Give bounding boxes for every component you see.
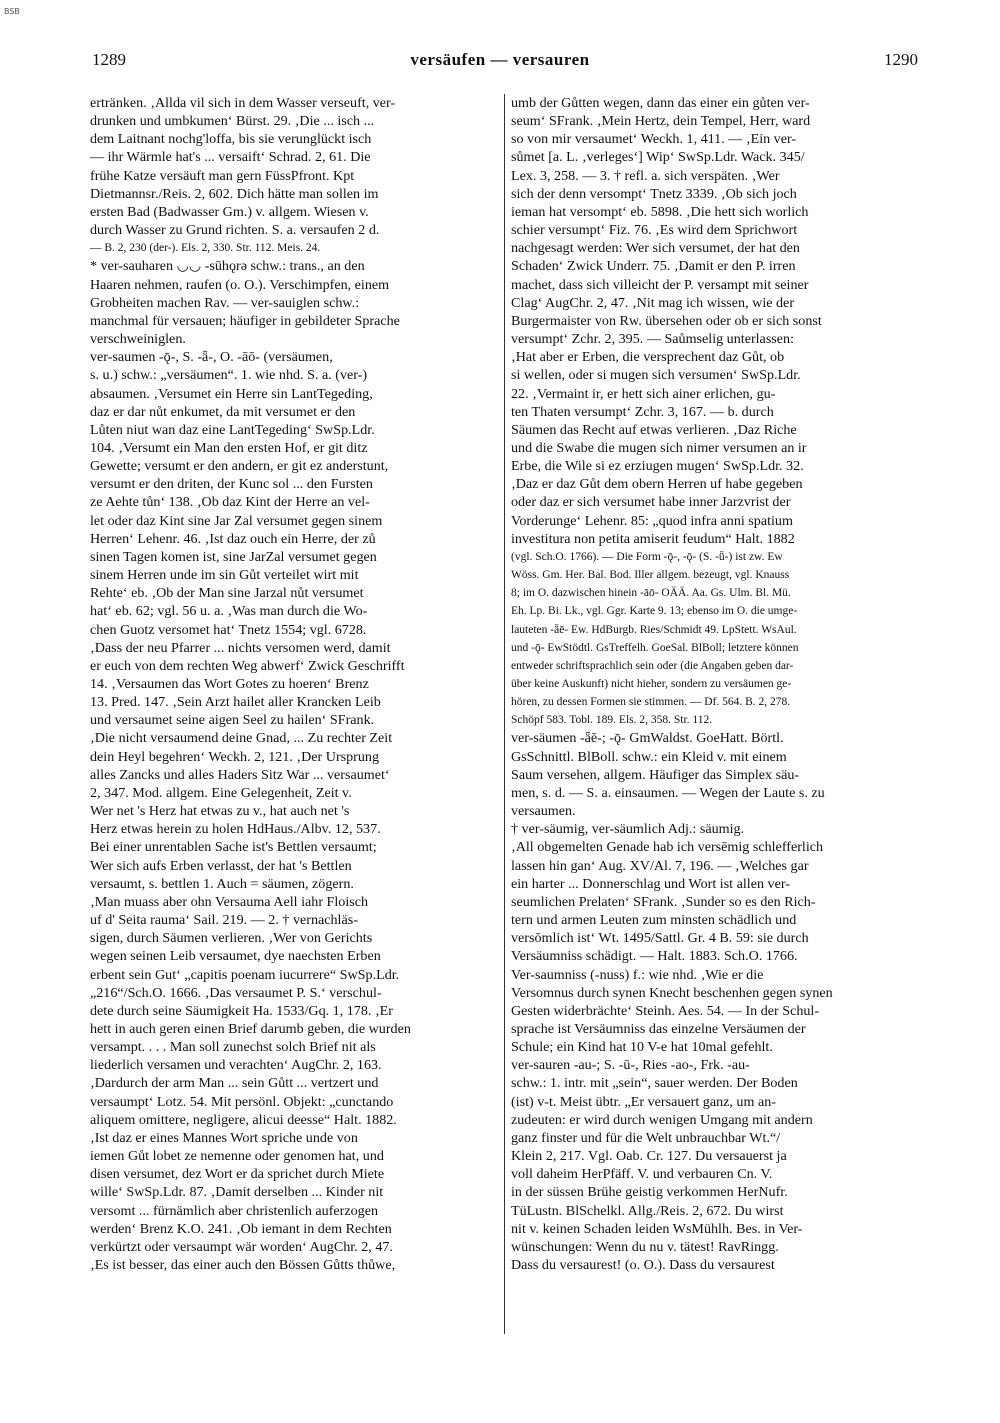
text-line: 8; im O. dazwischen hinein -āō- OÄÄ. Aa. Gs. Ulm. Bl. Mü. — [511, 587, 791, 600]
text-line: oder daz er sich versumet habe inner Jarzvrist der — [511, 494, 791, 511]
right-column — [511, 94, 921, 1274]
text-line: ieman hat versompt‘ eb. 5898. ‚Die hett sich worlich — [511, 203, 809, 220]
text-line: ein harter ... Donnerschlag und Wort ist allen ver- — [511, 875, 790, 892]
text-line: und -ǭ- EwStödtl. GsTreffelh. GoeSal. BlBoll; letztere können — [511, 641, 799, 654]
text-line: uf d' Seita rauma‘ Sail. 219. — 2. † vernachläs- — [90, 912, 358, 929]
text-line: GsSchnittl. BlBoll. schw.: ein Kleid v. mit einem — [511, 748, 787, 765]
text-line: umb der Gůtten wegen, dann das einer ein gůten ver- — [511, 95, 810, 111]
text-line: (ist) v-t. Meist übtr. „Er versauert ganz, um an- — [511, 1093, 776, 1110]
text-line: ‚Die nicht versaumend deine Gnad, ... Zu rechter Zeit — [90, 730, 393, 747]
text-line: ze Aehte tůn‘ 138. ‚Ob daz Kint der Herre an vel- — [90, 494, 370, 511]
text-line: Eh. Lp. Bi. Lk., vgl. Ggr. Karte 9. 13; ebenso im O. die umge- — [511, 605, 798, 618]
text-line: absaumen. ‚Versumet ein Herre sin LantTegeding, — [90, 385, 373, 402]
text-line: zudeuten: er wird durch wenigen Umgang mit andern — [511, 1111, 813, 1128]
text-line: versaumpt‘ Lotz. 54. Mit persönl. Objekt: „cunctando — [90, 1093, 394, 1110]
text-line: lauteten -ǟē- Ew. HdBurgb. Ries/Schmidt 49. LpStett. WsAul. — [511, 623, 797, 636]
text-line: Lex. 3, 258. — 3. † refl. a. sich verspäten. ‚Wer — [511, 167, 780, 184]
text-line: Schule; ein Kind hat 10 V-e hat 10mal gefehlt. — [511, 1039, 773, 1056]
text-line: Klein 2, 217. Vgl. Oab. Cr. 127. Du versauerst ja — [511, 1148, 787, 1165]
text-line: Gewette; versumt er den andern, er git ez anderstunt, — [90, 458, 389, 475]
text-line: men, s. d. — S. a. einsaumen. — Wegen der Laute s. zu — [511, 784, 825, 801]
text-line: hat‘ eb. 62; vgl. 56 u. a. ‚Was man durch die Wo- — [90, 603, 368, 620]
text-line: ‚Es ist besser, das einer auch den Bössen Gůtts thůwe, — [90, 1257, 396, 1273]
text-line: erbent sein Gut‘ „capitis poenam iucurrere“ SwSp.Ldr. — [90, 966, 400, 983]
text-line: frühe Katze versäuft man gern FüssPfront. Kpt — [90, 167, 355, 184]
text-line: verkürtzt oder versaumpt wär worden‘ AugChr. 2, 47. — [90, 1238, 393, 1255]
text-line: dem Laitnant nochg'loffa, bis sie verunglückt isch — [90, 131, 372, 148]
text-line: versaumen. — [511, 803, 576, 820]
text-line: sigen, durch Säumen verlieren. ‚Wer von Gerichts — [90, 930, 373, 947]
text-line: Vorderunge‘ Lehenr. 85: „quod infra anni spatium — [511, 512, 793, 529]
text-line: Clag‘ AugChr. 2, 47. ‚Nit mag ich wissen, wie der — [511, 294, 795, 311]
text-line: Dietmannsr./Reis. 2, 602. Dich hätte man sollen im — [90, 185, 379, 202]
text-line: si wellen, oder si mugen sich versumen‘ SwSp.Ldr. — [511, 367, 801, 384]
text-line: seum‘ SFrank. ‚Mein Hertz, dein Tempel, Herr, ward — [511, 113, 811, 130]
text-line: seumlichen Prelaten‘ SFrank. ‚Sunder so es den Rich- — [511, 893, 816, 910]
text-line: Herren‘ Lehenr. 46. ‚Ist daz ouch ein Herre, der zů — [90, 530, 376, 547]
text-line: 13. Pred. 147. ‚Sein Arzt hailet aller Krancken Leib — [90, 694, 381, 711]
text-line: er euch von dem rechten Weg abwerf‘ Zwick Geschrifft — [90, 657, 405, 674]
text-line: ver-sauren -au-; S. -ū-, Ries -ao-, Frk. -au- — [511, 1057, 750, 1074]
text-line: alles Zancks und alles Haders Sitz War ... versaumet‘ — [90, 766, 390, 783]
text-line: dein Heyl begehren‘ Weckh. 2, 121. ‚Der Ursprung — [90, 748, 380, 765]
text-line: versumt er den driten, der Kunc sol ... den Fursten — [90, 476, 373, 493]
text-line: nit v. keinen Schaden leiden WsMühlh. Bes. in Ver- — [511, 1220, 803, 1237]
text-line: voll daheim HerPfäff. V. und verbauren Cn. V. — [511, 1166, 773, 1183]
text-line: ersten Bad (Badwasser Gm.) v. allgem. Wiesen v. — [90, 203, 369, 220]
text-line: iemen Gůt lobet ze nemenne oder genomen hat, und — [90, 1148, 384, 1165]
text-line: Grobheiten machen Rav. — ver-sauiglen schw.: — [90, 294, 360, 311]
text-line: so von mir versaumet‘ Weckh. 1, 411. — ‚Ein ver- — [511, 131, 797, 148]
text-line: ‚Man muass aber ohn Versauma Aell iahr Floisch — [90, 893, 369, 910]
text-line: wünschungen: Wenn du nu v. tätest! RavRingg. — [511, 1238, 779, 1255]
text-line: Dass du versaurest! (o. O.). Dass du versaurest — [511, 1257, 775, 1273]
text-line: verschweiniglen. — [90, 331, 186, 348]
text-line: versumpt‘ Zchr. 2, 395. — Saůmselig unterlassen: — [511, 331, 795, 348]
text-line: lassen hin gan‘ Aug. XV/Al. 7, 196. — ‚Welches gar — [511, 857, 809, 874]
text-line: Herz etwas herein zu holen HdHaus./Albv. 12, 537. — [90, 821, 381, 838]
text-line: TüLustn. BlSchelkl. Allg./Reis. 2, 672. Du wirst — [511, 1202, 784, 1219]
text-line: ‚Ist daz er eines Mannes Wort spriche unde von — [90, 1129, 358, 1146]
text-line: machet, dass sich villeicht der P. versampt mit seiner — [511, 276, 809, 293]
text-line: Schöpf 583. Tobl. 189. Els. 2, 358. Str. 112. — [511, 714, 713, 727]
page-number-left: 1289 — [92, 50, 126, 69]
text-line: disen versumet, dez Wort er da sprichet durch Miete — [90, 1166, 385, 1183]
text-line: dete durch seine Säumigkeit Ha. 1533/Gq. 1, 178. ‚Er — [90, 1002, 393, 1019]
text-line: durch Wasser zu Grund richten. S. a. versaufen 2 d. — [90, 222, 380, 239]
text-line: Säumen das Recht auf etwas verlieren. ‚Daz Riche — [511, 421, 797, 438]
text-line: versomt ... fürnämlich aber christenlich auferzogen — [90, 1202, 379, 1219]
running-title: versäufen — versauren — [410, 50, 590, 69]
text-line: werden‘ Brenz K.O. 241. ‚Ob iemant in dem Rechten — [90, 1220, 392, 1237]
text-line: Wer sich aufs Erben verlasst, der hat 's Bettlen — [90, 857, 352, 874]
library-stamp: BSB — [4, 7, 20, 16]
text-line: Versäumniss schädigt. — Halt. 1883. Sch.O. 1766. — [511, 948, 798, 965]
text-line: Ver-saumniss (-nuss) f.: wie nhd. ‚Wie er die — [511, 966, 764, 983]
text-line: investitura non petita amiserit feudum“ Halt. 1882 — [511, 530, 795, 547]
text-line: ganz finster und für die Welt unbrauchbar Wt.“/ — [511, 1129, 781, 1146]
text-line: ‚All obgemelten Genade hab ich versēmig schlefferlich — [511, 839, 824, 856]
text-line: 22. ‚Vermaint ir, er hett sich ainer erlichen, gu- — [511, 385, 776, 402]
text-line: ver-säumen -ǟē-; -ǭ- GmWaldst. GoeHatt. Börtl. — [511, 730, 784, 747]
text-line: sůmet [a. L. ‚verleges‘] Wip‘ SwSp.Ldr. Wack. 345/ — [511, 149, 805, 166]
text-line: nachgesagt werden: Wer sich versumet, der hat den — [511, 240, 800, 257]
text-line: entweder schriftsprachlich sein oder (die Angaben geben dar- — [511, 659, 794, 672]
text-line: in der süssen Brühe geistig verkommen HerNufr. — [511, 1184, 788, 1201]
text-line: aliquem omittere, negligere, alicui deesse“ Halt. 1882. — [90, 1111, 397, 1128]
text-line: wegen seinen Leib versaumet, dye naechsten Erben — [90, 948, 381, 965]
text-line: Wöss. Gm. Her. Bal. Bod. Iller allgem. bezeugt, vgl. Knauss — [511, 569, 790, 582]
text-line: versaumt, s. bettlen 1. Auch = säumen, zögern. — [90, 875, 354, 892]
text-line: versōmlich ist‘ Wt. 1495/Sattl. Gr. 4 B. 59: sie durch — [511, 930, 809, 947]
text-line: versampt. . . . Man soll zunechst solch Brief nit als — [90, 1039, 376, 1056]
text-line: hören, zu dessen Formen sie stimmen. — Df. 564. B. 2, 278. — [511, 696, 791, 709]
text-line: ver-saumen -ǭ-, S. -ǟ-, O. -āō- (versäumen, — [90, 349, 333, 366]
text-line: Gesten widerbrächte‘ Steinh. Aes. 54. — In der Schul- — [511, 1002, 820, 1019]
text-line: † ver-säumig, ver-säumlich Adj.: säumig. — [511, 821, 745, 838]
text-line: 2, 347. Mod. allgem. Eine Gelegenheit, Zeit v. — [90, 784, 352, 801]
page-number-right: 1290 — [884, 50, 918, 69]
text-line: sich der denn versompt‘ Tnetz 3339. ‚Ob sich joch — [511, 185, 797, 202]
text-line: ‚Daz er daz Gůt dem obern Herren uf habe gegeben — [511, 476, 803, 493]
text-line: Erbe, die Wile si ez erziugen mugen‘ SwSp.Ldr. 32. — [511, 458, 804, 475]
text-line: ten Thaten versumpt‘ Zchr. 3, 167. — b. durch — [511, 403, 774, 420]
text-line: 104. ‚Versumt ein Man den ersten Hof, er git ditz — [90, 439, 368, 456]
text-line: Bei einer unrentablen Sache ist's Bettlen versaumt; — [90, 839, 377, 856]
text-line: und versaumet seine aigen Seel zu hailen‘ SFrank. — [90, 712, 375, 729]
text-line: liederlich versamen und verachten‘ AugChr. 2, 163. — [90, 1057, 382, 1074]
column-divider — [504, 94, 505, 1334]
text-line: chen Guotz versomet hat‘ Tnetz 1554; vgl. 6728. — [90, 621, 367, 638]
text-line: wille‘ SwSp.Ldr. 87. ‚Damit derselben ... Kinder nit — [90, 1184, 384, 1201]
text-line: Versomnus durch synen Knecht beschenhen gegen synen — [511, 984, 833, 1001]
text-line: Saum versehen, allgem. Häufiger das Simplex säu- — [511, 766, 800, 783]
text-line: und die Swabe die mugen sich nimer versumen an ir — [511, 439, 807, 456]
text-line: drunken und umbkumen‘ Bürst. 29. ‚Die ... isch ... — [90, 113, 375, 130]
text-line: schw.: 1. intr. mit „sein“, sauer werden. Der Boden — [511, 1075, 798, 1092]
left-column — [90, 94, 500, 1274]
text-line: 14. ‚Versaumen das Wort Gotes zu hoeren‘ Brenz — [90, 676, 369, 692]
page-header — [86, 50, 918, 74]
text-line: sprache ist Versäumniss das einzelne Versäumen der — [511, 1020, 806, 1037]
text-line: Schaden‘ Zwick Underr. 75. ‚Damit er den P. irren — [511, 258, 796, 275]
text-line: * ver-sauharen ◡◡ -sūhǫrə schw.: trans., an den — [90, 258, 365, 275]
text-line: Lůten niut wan daz eine LantTegeding‘ SwSp.Ldr. — [90, 421, 375, 438]
text-line: Burgermaister von Rw. übersehen oder ob er sich sonst — [511, 312, 822, 329]
text-line: s. u.) schw.: „versäumen“. 1. wie nhd. S. a. (ver-) — [90, 367, 368, 384]
text-line: (vgl. Sch.O. 1766). — Die Form -ǭ-, -ǭ- (S. -ǖ-) ist zw. Ew — [511, 550, 783, 563]
text-line: sinem Herren unde im sin Gůt verteilet wirt mit — [90, 567, 359, 584]
text-line: — ihr Wärmle hat's ... versaift‘ Schrad. 2, 61. Die — [90, 149, 371, 166]
text-line: Rehte‘ eb. ‚Ob der Man sine Jarzal nůt versumet — [90, 585, 364, 602]
text-line: ‚Dass der neu Pfarrer ... nichts versomen werd, damit — [90, 639, 391, 656]
text-line: ertränken. ‚Allda vil sich in dem Wasser verseuft, ver- — [90, 95, 396, 111]
text-line: ‚Hat aber er Erben, die versprechent daz Gůt, ob — [511, 349, 785, 366]
text-line: ‚Dardurch der arm Man ... sein Gůtt ... vertzert und — [90, 1075, 379, 1092]
text-line: manchmal für versauen; häufiger in gebildeter Sprache — [90, 312, 400, 329]
text-line: über keine Auskunft) nicht hieher, sondern zu versäumen ge- — [511, 678, 792, 690]
text-line: schier versumpt‘ Fiz. 76. ‚Es wird dem Sprichwort — [511, 222, 798, 239]
text-line: let oder daz Kint sine Jar Zal versumet gegen sinem — [90, 512, 383, 529]
text-line: Wer net 's Herz hat etwas zu v., hat auch net 's — [90, 803, 350, 820]
text-line: daz er dar nůt enkumet, da mit versumet er den — [90, 403, 356, 420]
text-line: hett in auch geren einen Brief darumb geben, die wurden — [90, 1020, 411, 1037]
text-line: sinen Tagen komen ist, sine JarZal versumet gegen — [90, 548, 377, 565]
text-line: Haaren nehmen, raufen (o. O.). Verschimpfen, einem — [90, 276, 390, 293]
text-line: tern und armen Leuten zum minsten schädlich und — [511, 912, 797, 929]
text-line: „216“/Sch.O. 1666. ‚Das versaumet P. S.‘ verschul- — [90, 984, 382, 1001]
text-line: — B. 2, 230 (der-). Els. 2, 330. Str. 112. Meis. 24. — [90, 242, 321, 255]
